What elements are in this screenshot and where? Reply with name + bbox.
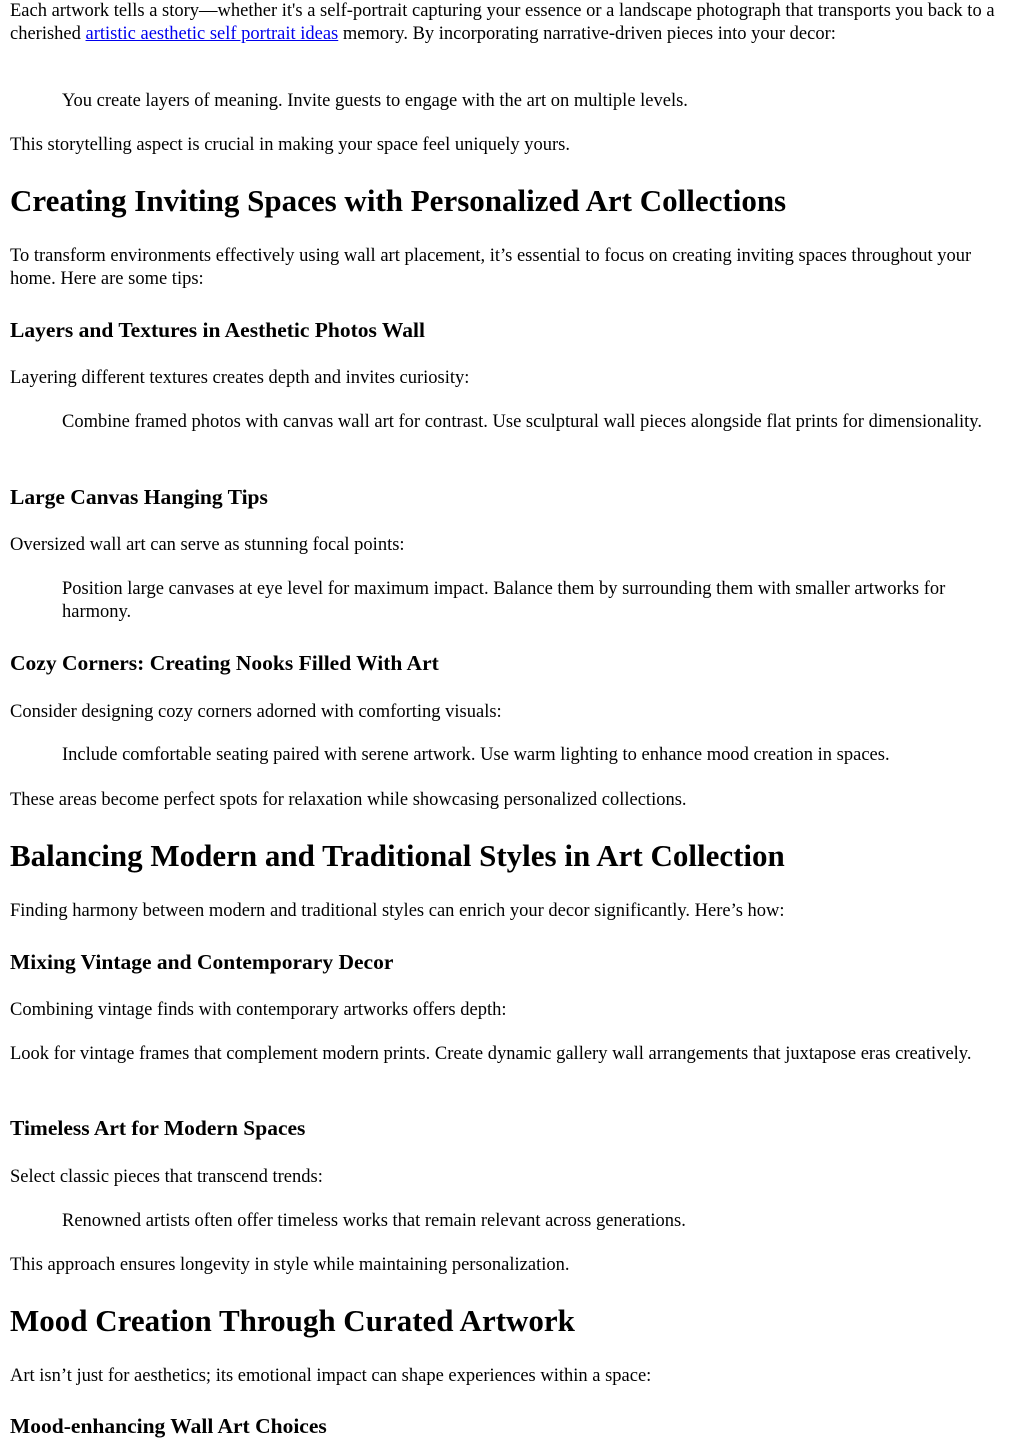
artistic-aesthetic-self-portrait-link[interactable]: artistic aesthetic self portrait ideas — [85, 24, 339, 44]
blockquote-layers-textures: Combine framed photos with canvas wall art for contrast. Use sculptural wall pieces alongside flat prints for dimensionality. — [62, 412, 982, 432]
paragraph-layers-textures: Layering different textures creates depth and invites curiosity: — [10, 368, 470, 388]
subheading-vintage-contemporary: Mixing Vintage and Contemporary Decor — [10, 950, 394, 974]
intro-text-before: Each artwork tells a story—whether it's a self-portrait capturing your essence or a landscape photograph that transports you back to a cherished — [10, 1, 995, 44]
intro-text-after: memory. By incorporating narrative-driven pieces into your decor: — [338, 24, 836, 44]
blockquote-timeless-art: Renowned artists often offer timeless works that remain relevant across generations. — [62, 1211, 686, 1231]
subheading-cozy-corners: Cozy Corners: Creating Nooks Filled With Art — [10, 651, 439, 675]
subheading-large-canvas: Large Canvas Hanging Tips — [10, 485, 268, 509]
section-heading-inviting-spaces: Creating Inviting Spaces with Personalized Art Collections — [10, 183, 787, 218]
paragraph-timeless-art: Select classic pieces that transcend trends: — [10, 1167, 323, 1187]
blockquote-large-canvas: Position large canvases at eye level for maximum impact. Balance them by surrounding them with smaller artworks for harmony. — [62, 579, 946, 622]
intro-blockquote: You create layers of meaning. Invite guests to engage with the art on multiple levels. — [62, 91, 688, 111]
section-heading-modern-traditional: Balancing Modern and Traditional Styles in Art Collection — [10, 838, 785, 873]
paragraph-vintage-contemporary: Combining vintage finds with contemporary artworks offers depth: — [10, 1000, 507, 1020]
subheading-layers-textures: Layers and Textures in Aesthetic Photos Wall — [10, 318, 425, 342]
section-intro-modern-traditional: Finding harmony between modern and traditional styles can enrich your decor significantly. Here’s how: — [10, 901, 785, 921]
paragraph-vintage-contemporary-tips: Look for vintage frames that complement modern prints. Create dynamic gallery wall arrangements that juxtapose eras creatively. — [10, 1044, 972, 1064]
paragraph-timeless-art-close: This approach ensures longevity in style while maintaining personalization. — [10, 1255, 570, 1275]
intro-paragraph — [10, 0, 1000, 46]
paragraph-cozy-corners-close: These areas become perfect spots for relaxation while showcasing personalized collections. — [10, 790, 687, 810]
section-intro-inviting-spaces: To transform environments effectively using wall art placement, it’s essential to focus on creating inviting spaces throughout your home. Here are some tips: — [10, 246, 972, 289]
blockquote-cozy-corners: Include comfortable seating paired with serene artwork. Use warm lighting to enhance mood creation in spaces. — [62, 745, 890, 765]
subheading-mood-enhancing: Mood-enhancing Wall Art Choices — [10, 1414, 327, 1438]
subheading-timeless-art: Timeless Art for Modern Spaces — [10, 1116, 306, 1140]
paragraph-large-canvas: Oversized wall art can serve as stunning focal points: — [10, 535, 405, 555]
intro-closing-paragraph: This storytelling aspect is crucial in making your space feel uniquely yours. — [10, 135, 570, 155]
paragraph-cozy-corners: Consider designing cozy corners adorned with comforting visuals: — [10, 702, 502, 722]
section-heading-mood-creation: Mood Creation Through Curated Artwork — [10, 1303, 575, 1338]
section-intro-mood-creation: Art isn’t just for aesthetics; its emotional impact can shape experiences within a space: — [10, 1366, 652, 1386]
